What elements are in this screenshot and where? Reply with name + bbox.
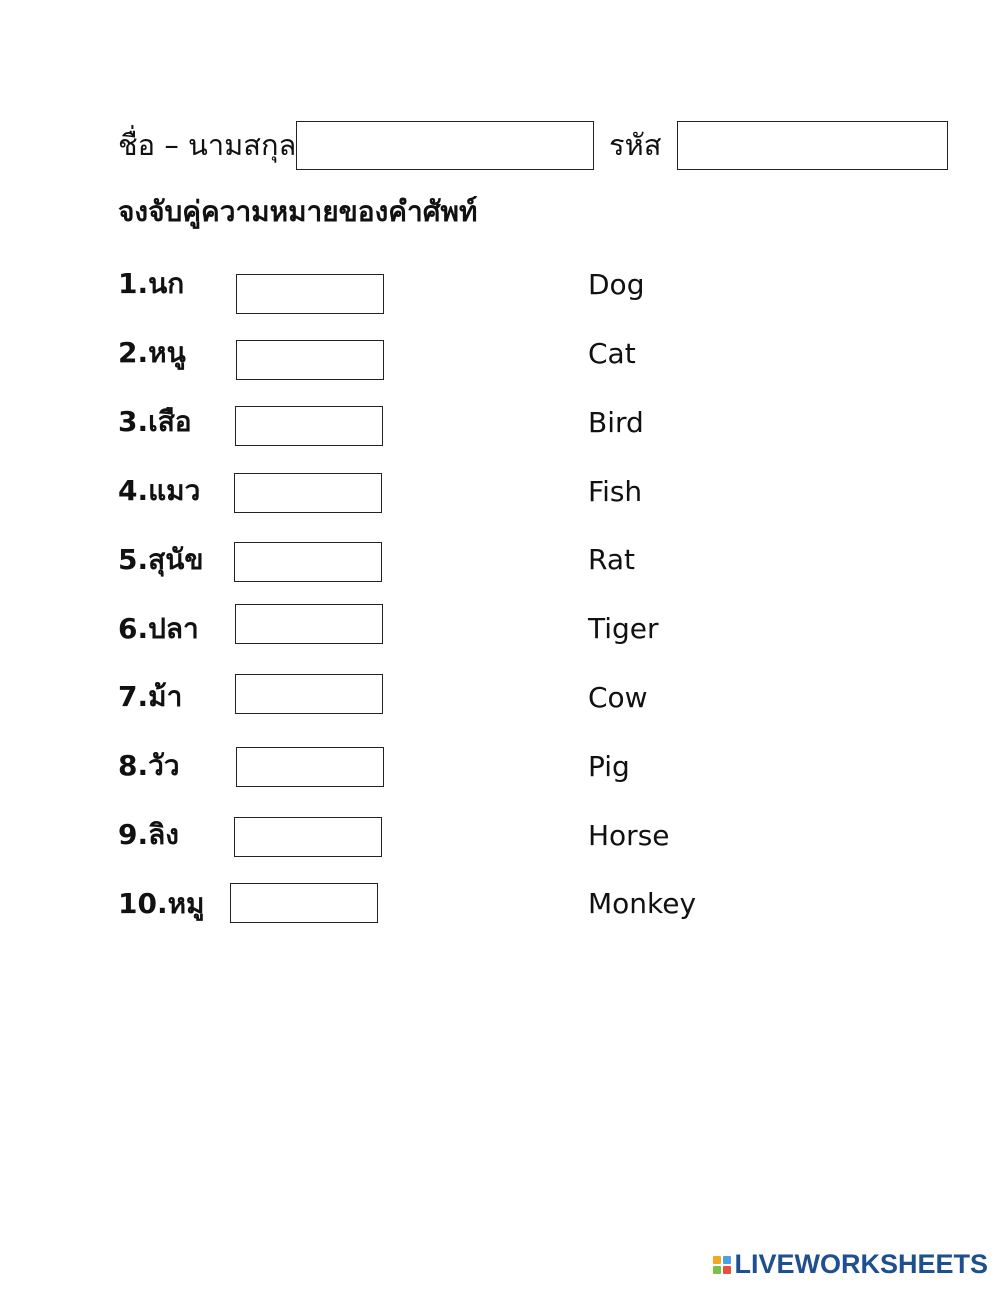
english-word-4: Fish — [588, 475, 643, 508]
name-label: ชื่อ – นามสกุล — [118, 128, 297, 162]
answer-input-4[interactable] — [234, 473, 382, 513]
thai-word-9: 9.ลิง — [118, 818, 179, 851]
thai-word-7: 7.ม้า — [118, 680, 183, 713]
brand-text: LIVEWORKSHEETS — [734, 1249, 988, 1279]
code-input[interactable] — [677, 121, 948, 170]
english-word-7: Cow — [588, 681, 648, 714]
english-word-10: Monkey — [588, 887, 697, 920]
thai-word-3: 3.เสือ — [118, 405, 192, 438]
logo-square-4 — [723, 1266, 731, 1274]
answer-input-5[interactable] — [234, 542, 382, 582]
english-word-1: Dog — [588, 268, 645, 301]
english-word-8: Pig — [588, 750, 630, 783]
answer-input-1[interactable] — [236, 274, 384, 314]
english-word-6: Tiger — [588, 612, 659, 645]
thai-word-8: 8.วัว — [118, 749, 180, 782]
thai-word-6: 6.ปลา — [118, 612, 199, 645]
logo-square-3 — [713, 1266, 721, 1274]
liveworksheets-brand[interactable] — [713, 1251, 988, 1278]
thai-word-2: 2.หนู — [118, 336, 186, 369]
answer-input-7[interactable] — [235, 674, 383, 714]
answer-input-3[interactable] — [235, 406, 383, 446]
thai-word-1: 1.นก — [118, 267, 185, 300]
answer-input-9[interactable] — [234, 817, 382, 857]
logo-square-2 — [723, 1256, 731, 1264]
logo-square-1 — [713, 1256, 721, 1264]
code-label: รหัส — [609, 128, 662, 162]
english-word-3: Bird — [588, 406, 644, 439]
name-input[interactable] — [296, 121, 594, 170]
thai-word-10: 10.หมู — [118, 887, 205, 920]
thai-word-4: 4.แมว — [118, 474, 201, 507]
thai-word-5: 5.สุนัข — [118, 543, 204, 576]
answer-input-10[interactable] — [230, 883, 378, 923]
english-word-2: Cat — [588, 337, 636, 370]
english-word-5: Rat — [588, 543, 635, 576]
liveworksheets-logo-icon — [713, 1256, 731, 1274]
answer-input-6[interactable] — [235, 604, 383, 644]
english-word-9: Horse — [588, 819, 670, 852]
answer-input-2[interactable] — [236, 340, 384, 380]
instruction-heading: จงจับคู่ความหมายของคำศัพท์ — [118, 195, 478, 228]
answer-input-8[interactable] — [236, 747, 384, 787]
